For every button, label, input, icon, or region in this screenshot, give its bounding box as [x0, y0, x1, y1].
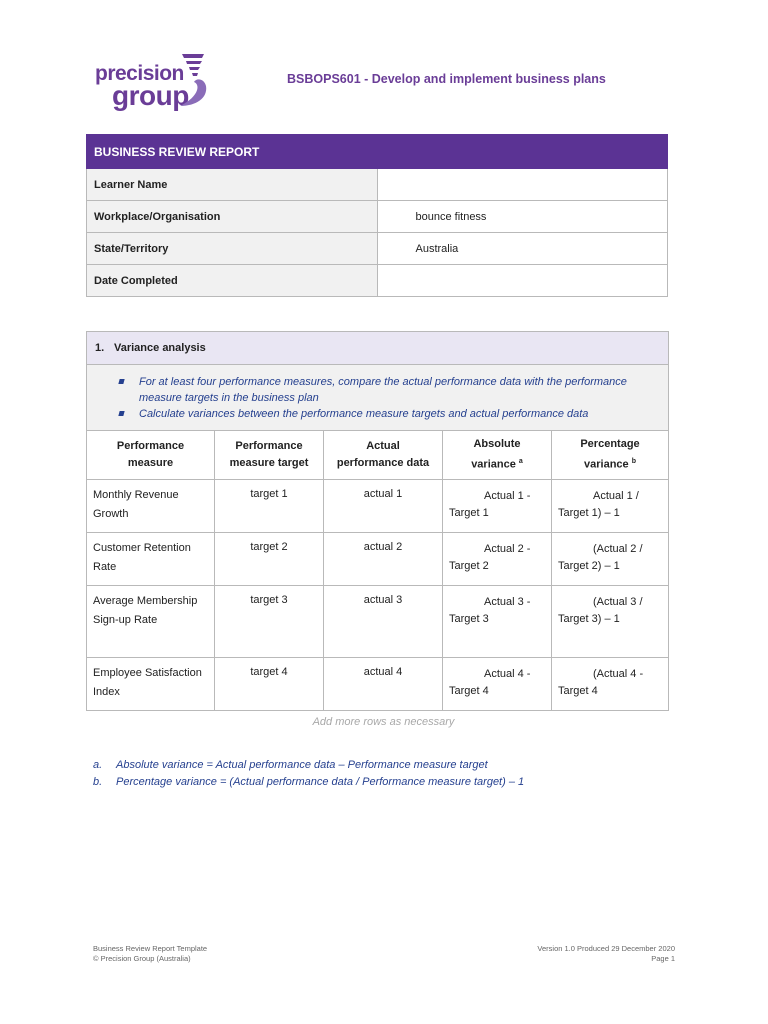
footer-page-number: Page 1 — [651, 954, 675, 963]
table-row — [87, 586, 669, 658]
footer-template-name: Business Review Report Template — [93, 944, 208, 953]
variance-analysis-table — [86, 331, 669, 711]
instructions-cell — [87, 365, 669, 431]
section-heading — [87, 332, 669, 365]
logo-word-precision: precision — [95, 62, 184, 85]
table-row — [87, 480, 669, 533]
actual-cell[interactable]: actual 1 — [324, 480, 443, 533]
info-label: Learner Name — [87, 169, 378, 201]
absolute-variance-cell[interactable]: Actual 1 - Target 1 — [443, 480, 552, 533]
note-item: b. Percentage variance = (Actual performance data / Performance measure target) – 1 — [93, 776, 525, 788]
info-label: Workplace/Organisation — [87, 201, 378, 233]
state-field[interactable]: Australia — [377, 233, 668, 265]
info-row-date-completed — [87, 265, 668, 297]
percentage-variance-cell[interactable]: (Actual 2 / Target 2) – 1 — [552, 533, 669, 586]
instruction-item: For at least four performance measures, compare the actual performance data with the performance measure targets in the business plan — [117, 374, 668, 406]
absolute-variance-cell[interactable]: Actual 2 - Target 2 — [443, 533, 552, 586]
target-cell[interactable]: target 2 — [215, 533, 324, 586]
section-number: 1. — [95, 342, 105, 354]
actual-cell[interactable]: actual 2 — [324, 533, 443, 586]
logo-swirl-icon — [176, 52, 212, 108]
info-label: Date Completed — [87, 265, 378, 297]
col-header-target: Performance measure target — [215, 431, 324, 480]
note-item: a. Absolute variance = Actual performance data – Performance measure target — [93, 759, 488, 771]
instruction-item: Calculate variances between the performance measure targets and actual performance data — [117, 406, 668, 422]
learner-name-field[interactable] — [377, 169, 668, 201]
target-cell[interactable]: target 1 — [215, 480, 324, 533]
col-header-measure: Performance measure — [87, 431, 215, 480]
info-row-learner-name — [87, 169, 668, 201]
absolute-variance-cell[interactable]: Actual 4 - Target 4 — [443, 658, 552, 711]
measure-cell[interactable]: Monthly Revenue Growth — [87, 480, 215, 533]
col-header-percentage-variance: Percentage variance $^b$ — [552, 431, 669, 480]
footer-version: Version 1.0 Produced 29 December 2020 — [537, 944, 675, 953]
info-label: State/Territory — [87, 233, 378, 265]
table-row — [87, 533, 669, 586]
percentage-variance-cell[interactable]: Actual 1 / Target 1) – 1 — [552, 480, 669, 533]
measure-cell[interactable]: Average Membership Sign-up Rate — [87, 586, 215, 658]
variance-formula-notes — [93, 757, 524, 791]
footer-left — [93, 944, 207, 964]
actual-cell[interactable]: actual 3 — [324, 586, 443, 658]
absolute-variance-cell[interactable]: Actual 3 - Target 3 — [443, 586, 552, 658]
target-cell[interactable]: target 3 — [215, 586, 324, 658]
col-header-absolute-variance: Absolute variance $^a$ — [443, 431, 552, 480]
target-cell[interactable]: target 4 — [215, 658, 324, 711]
document-title: BSBOPS601 - Develop and implement business plans — [287, 72, 606, 86]
bullet-icon — [118, 411, 124, 416]
footer-copyright: © Precision Group (Australia) — [93, 954, 191, 963]
date-completed-field[interactable] — [377, 265, 668, 297]
logo-word-group: group — [112, 80, 189, 111]
company-logo — [94, 52, 214, 110]
measure-cell[interactable]: Customer Retention Rate — [87, 533, 215, 586]
percentage-variance-cell[interactable]: (Actual 3 / Target 3) – 1 — [552, 586, 669, 658]
business-review-info-table — [86, 134, 668, 297]
info-row-state — [87, 233, 668, 265]
info-heading: BUSINESS REVIEW REPORT — [87, 135, 668, 169]
section-title: Variance analysis — [114, 342, 206, 354]
info-row-workplace — [87, 201, 668, 233]
footer-right — [537, 944, 675, 964]
measure-cell[interactable]: Employee Satisfaction Index — [87, 658, 215, 711]
actual-cell[interactable]: actual 4 — [324, 658, 443, 711]
bullet-icon — [118, 379, 124, 384]
col-header-actual: Actual performance data — [324, 431, 443, 480]
percentage-variance-cell[interactable]: (Actual 4 - Target 4 — [552, 658, 669, 711]
add-more-rows-note: Add more rows as necessary — [312, 716, 455, 728]
workplace-field[interactable]: bounce fitness — [377, 201, 668, 233]
table-row — [87, 658, 669, 711]
